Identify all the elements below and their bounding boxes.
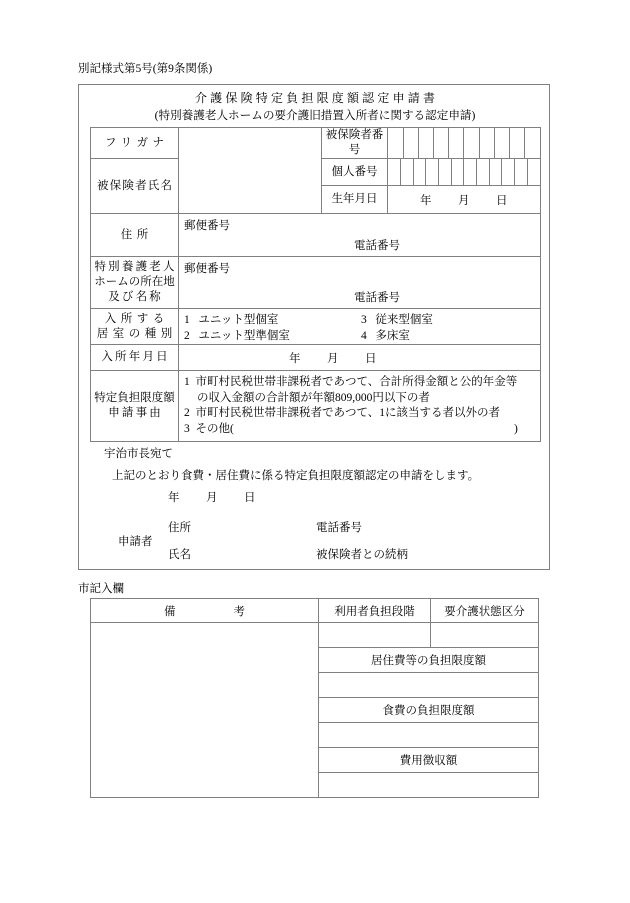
room-option-2-no: 2	[184, 330, 190, 342]
reason-1-line1: 市町村民税世帯非課税者であつて、合計所得金額と公的年金等	[195, 376, 518, 388]
numgrid-cell[interactable]	[489, 159, 502, 185]
label-birthdate: 生年月日	[322, 186, 388, 214]
reason-2-no: 2	[184, 407, 190, 419]
numgrid-cell[interactable]	[434, 128, 449, 158]
label-facility-telephone: 電話番号	[354, 292, 400, 304]
label-applicant: 申請者	[118, 536, 153, 548]
field-housing-limit[interactable]	[319, 673, 539, 698]
declaration-statement: 上記のとおり食費・居住費に係る特定負担限度額認定の申請をします。	[112, 470, 480, 482]
field-admission-date[interactable]	[179, 345, 541, 371]
unit-year: 年	[168, 492, 180, 504]
unit-year: 年	[289, 352, 301, 365]
room-option-2-text[interactable]: ユニット型準個室	[198, 330, 290, 342]
form-number: 別記様式第5号(第9条関係)	[78, 63, 213, 75]
unit-day: 日	[365, 352, 377, 365]
label-facility-line3: 及び名称	[108, 291, 163, 303]
field-collection-amount[interactable]	[319, 773, 539, 798]
declaration-addressee: 宇治市長宛て	[104, 448, 173, 460]
room-option-row-1	[184, 312, 540, 328]
reason-1-line2: の収入金額の合計額が年額809,000円以下の者	[197, 391, 430, 404]
label-applicant-telephone: 電話番号	[316, 522, 362, 534]
table-row-address	[91, 214, 541, 257]
room-options	[179, 309, 540, 344]
birthdate-units	[388, 192, 540, 208]
field-burden-stage[interactable]	[319, 623, 431, 648]
label-telephone: 電話番号	[354, 240, 400, 252]
table-row-admission-date	[91, 345, 541, 371]
label-reason-line2: 申請事由	[108, 407, 163, 419]
label-reason-line1: 特定負担限度額	[94, 392, 175, 404]
reason-3-no: 3	[184, 422, 190, 435]
header-care-level: 要介護状態区分	[431, 599, 539, 623]
numgrid-cell[interactable]	[494, 128, 509, 158]
label-facility	[91, 257, 179, 309]
header-remarks	[91, 599, 319, 623]
label-housing-limit: 居住費等の負担限度額	[319, 648, 539, 673]
numgrid-cell[interactable]	[439, 159, 452, 185]
reason-3-paren-close: )	[514, 422, 518, 435]
numgrid-cell[interactable]	[449, 128, 464, 158]
unit-month: 月	[206, 492, 218, 504]
reason-option-1[interactable]	[184, 375, 536, 391]
numgrid-cell[interactable]	[388, 128, 403, 158]
city-table-header-row	[91, 599, 539, 623]
form-title: 介護保険特定負担限度額認定申請書	[194, 91, 439, 105]
facility-box	[179, 257, 540, 308]
city-table-value-row-1	[91, 623, 539, 648]
unit-day: 日	[244, 492, 256, 504]
reason-options	[179, 371, 540, 441]
city-entry-table	[90, 598, 539, 798]
admission-date-units	[179, 350, 540, 366]
applicant-table	[90, 127, 541, 442]
header-remarks-text: 備考	[164, 605, 303, 618]
numgrid-cell[interactable]	[479, 128, 494, 158]
field-personal-number[interactable]	[388, 159, 541, 186]
main-form-frame	[78, 84, 550, 570]
city-section-label: 市記入欄	[78, 583, 124, 595]
numgrid-cell[interactable]	[403, 128, 418, 158]
unit-month: 月	[327, 352, 339, 365]
room-option-3-text[interactable]: 従来型個室	[375, 314, 433, 326]
label-facility-line1: 特別養護老人	[94, 261, 177, 273]
numgrid-cell[interactable]	[401, 159, 414, 185]
label-applicant-address: 住所	[168, 522, 191, 534]
label-room-type-line2: 居室の種別	[96, 327, 177, 340]
form-subtitle: (特別養護老人ホームの要介護旧措置入所者に関する認定申請)	[154, 109, 476, 122]
numgrid-cell[interactable]	[418, 128, 433, 158]
reason-3-line1: その他(	[195, 422, 234, 435]
room-option-1-text[interactable]: ユニット型個室	[198, 314, 279, 326]
label-collection-amount: 費用徴収額	[319, 748, 539, 773]
numgrid-cell[interactable]	[426, 159, 439, 185]
room-option-4-group	[361, 328, 410, 344]
title-block	[79, 90, 551, 124]
room-option-row-2	[184, 328, 540, 344]
field-insured-number[interactable]	[388, 128, 541, 159]
label-facility-postal: 郵便番号	[184, 263, 230, 275]
field-insured-name[interactable]	[179, 128, 322, 214]
label-applicant-relationship: 被保険者との続柄	[316, 549, 408, 561]
table-row-reason	[91, 371, 541, 442]
field-remarks[interactable]	[91, 623, 319, 798]
label-address: 住所	[91, 214, 179, 257]
table-row-room-type	[91, 309, 541, 345]
label-reason	[91, 371, 179, 442]
field-reason[interactable]	[179, 371, 541, 442]
label-furigana: フリガナ	[91, 128, 179, 159]
label-admission-date: 入所年月日	[91, 345, 179, 371]
reason-1-no: 1	[184, 376, 190, 388]
numgrid-cell[interactable]	[413, 159, 426, 185]
reason-option-2[interactable]	[184, 406, 536, 422]
numgrid-cell[interactable]	[515, 159, 528, 185]
field-birthdate[interactable]	[388, 186, 541, 214]
label-insured-number: 被保険者番号	[322, 128, 388, 159]
label-insured-name: 被保険者氏名	[91, 159, 179, 214]
room-option-1-no: 1	[184, 314, 190, 326]
unit-month: 月	[458, 194, 470, 207]
numgrid-cell[interactable]	[525, 128, 540, 158]
insured-number-grid	[388, 128, 540, 158]
unit-day: 日	[496, 194, 508, 207]
numgrid-cell[interactable]	[477, 159, 490, 185]
header-burden-stage: 利用者負担段階	[319, 599, 431, 623]
reason-option-3[interactable]	[184, 422, 536, 438]
room-option-4-text[interactable]: 多床室	[375, 330, 410, 342]
field-room-type[interactable]	[179, 309, 541, 345]
label-applicant-name: 氏名	[168, 549, 191, 561]
label-facility-line2: ホームの所在地	[94, 276, 175, 288]
numgrid-cell[interactable]	[464, 128, 479, 158]
label-room-type	[91, 309, 179, 345]
field-address[interactable]	[179, 214, 541, 257]
declaration-date[interactable]	[168, 489, 256, 505]
address-box	[179, 214, 540, 256]
numgrid-cell[interactable]	[510, 128, 525, 158]
personal-number-grid	[388, 159, 540, 185]
label-meal-limit: 食費の負担限度額	[319, 698, 539, 723]
reason-2-line1: 市町村民税世帯非課税者であつて、1に該当する者以外の者	[195, 407, 501, 419]
label-personal-number: 個人番号	[322, 159, 388, 186]
numgrid-cell[interactable]	[527, 159, 540, 185]
table-row-facility	[91, 257, 541, 309]
numgrid-cell[interactable]	[388, 159, 401, 185]
label-postal-code: 郵便番号	[184, 220, 230, 232]
declaration-block	[90, 445, 540, 565]
numgrid-cell[interactable]	[464, 159, 477, 185]
table-row-furigana	[91, 128, 541, 159]
room-option-3-no: 3	[361, 314, 367, 326]
numgrid-cell[interactable]	[502, 159, 515, 185]
unit-year: 年	[420, 194, 432, 207]
label-room-type-line1: 入所する	[104, 312, 169, 325]
field-care-level[interactable]	[431, 623, 539, 648]
field-facility[interactable]	[179, 257, 541, 309]
room-option-4-no: 4	[361, 330, 367, 342]
field-meal-limit[interactable]	[319, 723, 539, 748]
numgrid-cell[interactable]	[451, 159, 464, 185]
room-option-3-group	[361, 312, 433, 328]
